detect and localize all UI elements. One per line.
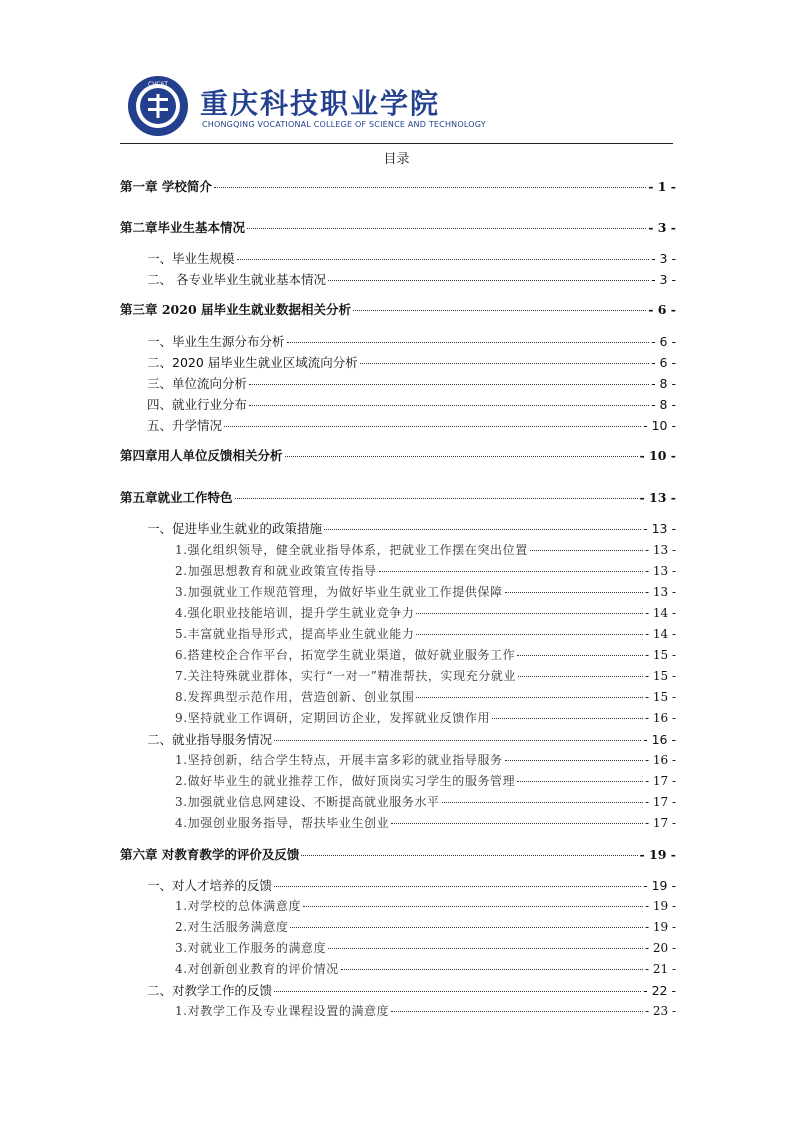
page-number: - 17 - (644, 774, 676, 788)
page-number: - 14 - (644, 606, 676, 620)
page-number: - 16 - (643, 732, 676, 747)
toc-entry-subsection[interactable]: 4.强化职业技能培训，提升学生就业竞争力 - 14 - (175, 606, 676, 620)
toc-entry-chapter-6[interactable]: 第六章 对教育教学的评价及反馈 - 19 - (120, 847, 676, 862)
toc-entry-chapter-4[interactable]: 第四章用人单位反馈相关分析 - 10 - (120, 448, 676, 463)
toc-entry-section[interactable]: 一、对人才培养的反馈 - 19 - (147, 878, 676, 893)
dot-leader (249, 384, 649, 385)
dot-leader (247, 228, 646, 229)
dot-leader (530, 550, 643, 551)
toc-entry-section[interactable]: 五、升学情况 - 10 - (147, 418, 676, 433)
school-name-english: CHONGQING VOCATIONAL COLLEGE OF SCIENCE AND TECHNOLOGY (202, 120, 486, 129)
toc-entry-subsection[interactable]: 3.加强就业信息网建设、不断提高就业服务水平 - 17 - (175, 795, 676, 809)
page-number: - 19 - (644, 920, 676, 934)
page-number: - 16 - (644, 711, 676, 725)
dot-leader (416, 634, 643, 635)
toc-entry-section[interactable]: 三、单位流向分析 - 8 - (147, 376, 676, 391)
toc-entry-subsection[interactable]: 9.坚持就业工作调研，定期回访企业，发挥就业反馈作用 - 16 - (175, 711, 676, 725)
document-header (120, 70, 680, 145)
dot-leader (303, 906, 643, 907)
page-number: - 19 - (644, 899, 676, 913)
dot-leader (235, 498, 638, 499)
page-number: - 17 - (644, 816, 676, 830)
toc-entry-chapter-2[interactable]: 第二章毕业生基本情况 - 3 - (120, 220, 676, 235)
page-number: - 20 - (644, 941, 676, 955)
page-number: - 3 - (651, 272, 676, 287)
dot-leader (328, 280, 649, 281)
dot-leader (287, 342, 650, 343)
dot-leader (391, 1011, 643, 1012)
page-number: - 6 - (651, 334, 676, 349)
header-divider (120, 143, 673, 144)
toc-entry-subsection[interactable]: 2.对生活服务满意度 - 19 - (175, 920, 676, 934)
page-number: - 23 - (644, 1004, 676, 1018)
page-number: - 6 - (648, 302, 676, 317)
toc-entry-subsection[interactable]: 1.对学校的总体满意度 - 19 - (175, 899, 676, 913)
toc-entry-subsection[interactable]: 6.搭建校企合作平台，拓宽学生就业渠道，做好就业服务工作 - 15 - (175, 648, 676, 662)
toc-entry-section[interactable]: 二、2020 届毕业生就业区域流向分析 - 6 - (147, 355, 676, 370)
toc-entry-chapter-1[interactable]: 第一章 学校简介 - 1 - (120, 179, 676, 194)
dot-leader (505, 592, 643, 593)
page-number: - 14 - (644, 627, 676, 641)
toc-entry-chapter-3[interactable]: 第三章 2020 届毕业生就业数据相关分析 - 6 - (120, 302, 676, 317)
toc-entry-subsection[interactable]: 4.对创新创业教育的评价情况 - 21 - (175, 962, 676, 976)
dot-leader (224, 426, 641, 427)
toc-entry-section[interactable]: 四、就业行业分布 - 8 - (147, 397, 676, 412)
toc-entry-subsection[interactable]: 2.加强思想教育和就业政策宣传指导 - 13 - (175, 564, 676, 578)
toc-entry-subsection[interactable]: 1.坚持创新，结合学生特点，开展丰富多彩的就业指导服务 - 16 - (175, 753, 676, 767)
page-number: - 13 - (639, 490, 676, 505)
page-number: - 19 - (643, 878, 676, 893)
page-number: - 13 - (644, 564, 676, 578)
svg-text:CVCST: CVCST (148, 81, 168, 88)
toc-entry-subsection[interactable]: 3.加强就业工作规范管理，为做好毕业生就业工作提供保障 - 13 - (175, 585, 676, 599)
toc-entry-subsection[interactable]: 1.对教学工作及专业课程设置的满意度 - 23 - (175, 1004, 676, 1018)
dot-leader (353, 310, 646, 311)
dot-leader (442, 802, 643, 803)
toc-entry-section[interactable]: 二、对教学工作的反馈 - 22 - (147, 983, 676, 998)
toc-title: 目录 (383, 152, 410, 167)
school-name: 重庆科技职业学院 (200, 87, 441, 120)
page-number: - 3 - (651, 251, 676, 266)
page-number: - 10 - (643, 418, 676, 433)
dot-leader (518, 676, 643, 677)
toc-entry-section[interactable]: 二、 各专业毕业生就业基本情况 - 3 - (147, 272, 676, 287)
page-number: - 1 - (648, 179, 676, 194)
page-number: - 8 - (651, 376, 676, 391)
dot-leader (360, 363, 649, 364)
toc-entry-subsection[interactable]: 8.发挥典型示范作用，营造创新、创业氛围 - 15 - (175, 690, 676, 704)
dot-leader (285, 456, 638, 457)
dot-leader (237, 259, 650, 260)
dot-leader (416, 697, 643, 698)
dot-leader (341, 969, 643, 970)
dot-leader (290, 927, 643, 928)
dot-leader (517, 655, 643, 656)
dot-leader (416, 613, 643, 614)
toc-entry-subsection[interactable]: 4.加强创业服务指导，帮扶毕业生创业 - 17 - (175, 816, 676, 830)
dot-leader (301, 855, 637, 856)
page-number: - 16 - (644, 753, 676, 767)
school-seal-logo (126, 74, 190, 138)
page-number: - 15 - (644, 648, 676, 662)
toc-entry-subsection[interactable]: 1.强化组织领导，健全就业指导体系，把就业工作摆在突出位置 - 13 - (175, 543, 676, 557)
dot-leader (214, 187, 646, 188)
page-number: - 15 - (644, 690, 676, 704)
toc-entry-section[interactable]: 二、就业指导服务情况 - 16 - (147, 732, 676, 747)
page-number: - 17 - (644, 795, 676, 809)
dot-leader (274, 740, 641, 741)
page-number: - 13 - (643, 521, 676, 536)
toc-entry-section[interactable]: 一、促进毕业生就业的政策措施 - 13 - (147, 521, 676, 536)
page-number: - 19 - (639, 847, 676, 862)
dot-leader (274, 886, 641, 887)
toc-entry-subsection[interactable]: 5.丰富就业指导形式，提高毕业生就业能力 - 14 - (175, 627, 676, 641)
page-number: - 13 - (644, 543, 676, 557)
toc-entry-subsection[interactable]: 2.做好毕业生的就业推荐工作，做好顶岗实习学生的服务管理 - 17 - (175, 774, 676, 788)
toc-entry-subsection[interactable]: 7.关注特殊就业群体，实行“一对一”精准帮扶，实现充分就业 - 15 - (175, 669, 676, 683)
dot-leader (492, 718, 643, 719)
page-number: - 3 - (648, 220, 676, 235)
toc-entry-subsection[interactable]: 3.对就业工作服务的满意度 - 20 - (175, 941, 676, 955)
page-number: - 22 - (643, 983, 676, 998)
toc-entry-chapter-5[interactable]: 第五章就业工作特色 - 13 - (120, 490, 676, 505)
toc-entry-section[interactable]: 一、毕业生生源分布分析 - 6 - (147, 334, 676, 349)
dot-leader (379, 571, 643, 572)
page-number: - 6 - (651, 355, 676, 370)
toc-entry-section[interactable]: 一、毕业生规模 - 3 - (147, 251, 676, 266)
dot-leader (328, 948, 643, 949)
dot-leader (249, 405, 649, 406)
page-number: - 15 - (644, 669, 676, 683)
page-number: - 8 - (651, 397, 676, 412)
dot-leader (274, 991, 641, 992)
dot-leader (391, 823, 643, 824)
dot-leader (517, 781, 643, 782)
page-number: - 21 - (644, 962, 676, 976)
page-number: - 10 - (639, 448, 676, 463)
dot-leader (324, 529, 641, 530)
page-number: - 13 - (644, 585, 676, 599)
dot-leader (505, 760, 643, 761)
